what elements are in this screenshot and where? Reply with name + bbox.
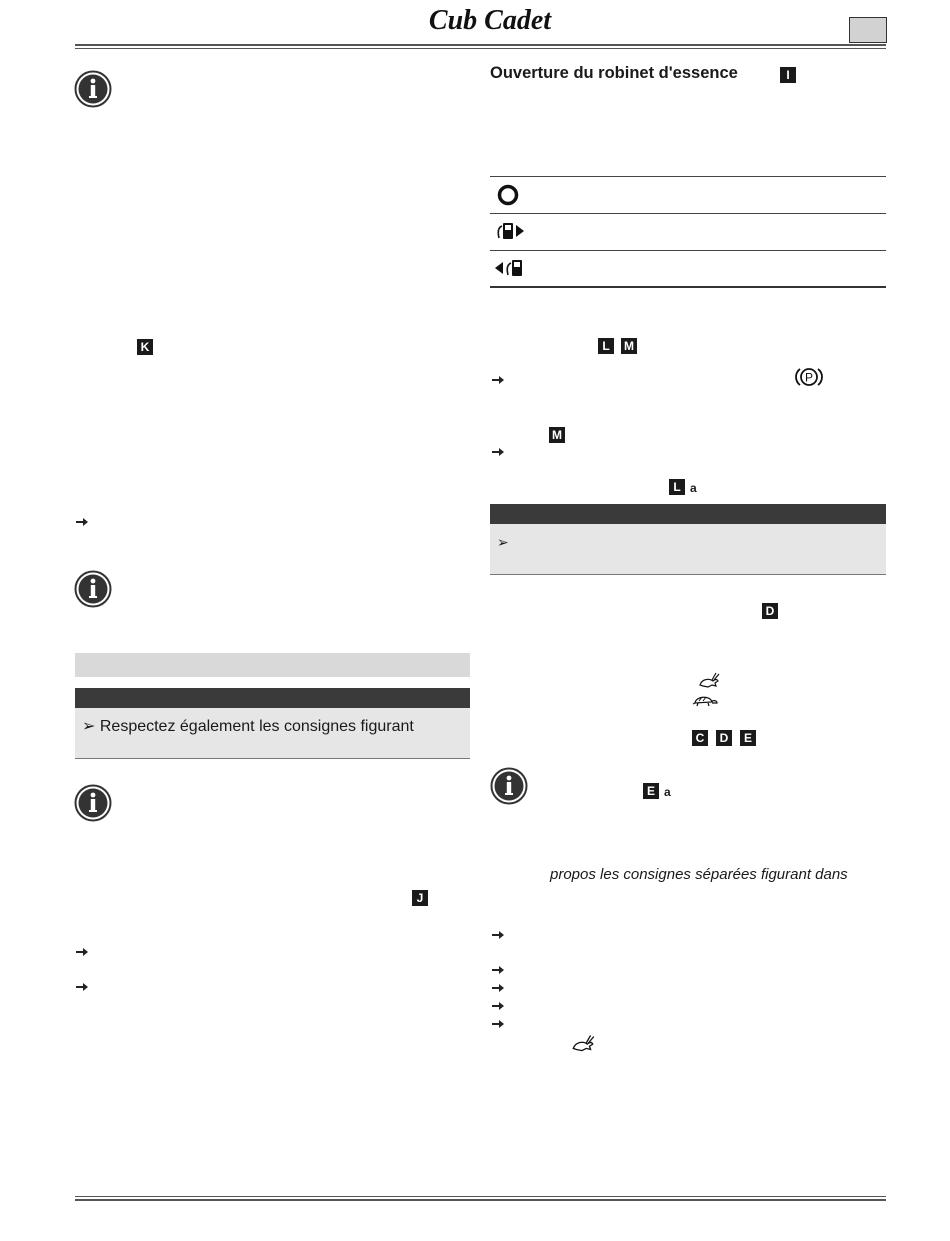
language-box (849, 17, 887, 43)
figure-badge-j: J (412, 890, 428, 906)
figure-badge-c: C (692, 730, 708, 746)
fuel-table-top-rule (490, 176, 886, 177)
figure-badge-d: D (716, 730, 732, 746)
note-bullet: ➢ (82, 718, 96, 735)
off-circle-icon (496, 183, 520, 207)
arrow-bullet-icon (492, 983, 504, 993)
fuel-open-right-icon (496, 220, 526, 242)
info-icon (74, 784, 112, 822)
info-icon (74, 570, 112, 608)
fuel-table-rule (490, 250, 886, 251)
note-header-band (75, 688, 470, 708)
figure-badge-d: D (762, 603, 778, 619)
section-title-band (75, 653, 470, 677)
note-box (490, 524, 886, 574)
figure-badge-i: I (780, 67, 796, 83)
logo-text: Cub Cadet (428, 5, 552, 36)
note-text: Respectez également les consignes figurant (99, 718, 414, 735)
header-rule-thin (75, 48, 886, 49)
arrow-bullet-icon (492, 447, 504, 457)
section-heading (490, 64, 738, 83)
figure-badge-e: E (740, 730, 756, 746)
rabbit-fast-icon (697, 670, 721, 690)
fuel-table-bottom-rule (490, 286, 886, 288)
figure-badge-m: M (621, 338, 637, 354)
arrow-bullet-icon (76, 982, 88, 992)
fuel-reserve-left-icon (494, 257, 524, 279)
svg-text:P: P (804, 370, 814, 385)
arrow-bullet-icon (492, 1019, 504, 1029)
note-box-bottom-rule (490, 574, 886, 575)
figure-item-letter: a (690, 481, 697, 495)
parking-brake-icon (795, 365, 823, 389)
arrow-bullet-icon (76, 947, 88, 957)
footer-rule (75, 1199, 886, 1201)
figure-badge-l: L (669, 479, 685, 495)
footer-rule-thin (75, 1196, 886, 1197)
info-icon (490, 767, 528, 805)
heading-text: Ouverture du robinet d'essence (490, 64, 738, 82)
arrow-bullet-icon (492, 930, 504, 940)
figure-badge-m: M (549, 427, 565, 443)
italic-reference-text: propos les consignes séparées figurant dans (550, 866, 848, 883)
info-icon (74, 70, 112, 108)
arrow-bullet-icon (492, 375, 504, 385)
fuel-table-rule (490, 213, 886, 214)
note-bullet: ➢ (497, 534, 509, 550)
arrow-bullet-icon (76, 517, 88, 527)
header-rule (75, 44, 886, 46)
note-header-band (490, 504, 886, 524)
arrow-bullet-icon (492, 1001, 504, 1011)
figure-badge-k: K (137, 339, 153, 355)
cub-cadet-logo (402, 4, 578, 36)
turtle-slow-icon (691, 692, 719, 708)
note-box-text (82, 716, 414, 736)
rabbit-fast-icon (570, 1032, 596, 1054)
figure-badge-l: L (598, 338, 614, 354)
arrow-bullet-icon (492, 965, 504, 975)
figure-badge-e: E (643, 783, 659, 799)
note-box-bottom-rule (75, 758, 470, 759)
figure-item-letter: a (664, 785, 671, 799)
